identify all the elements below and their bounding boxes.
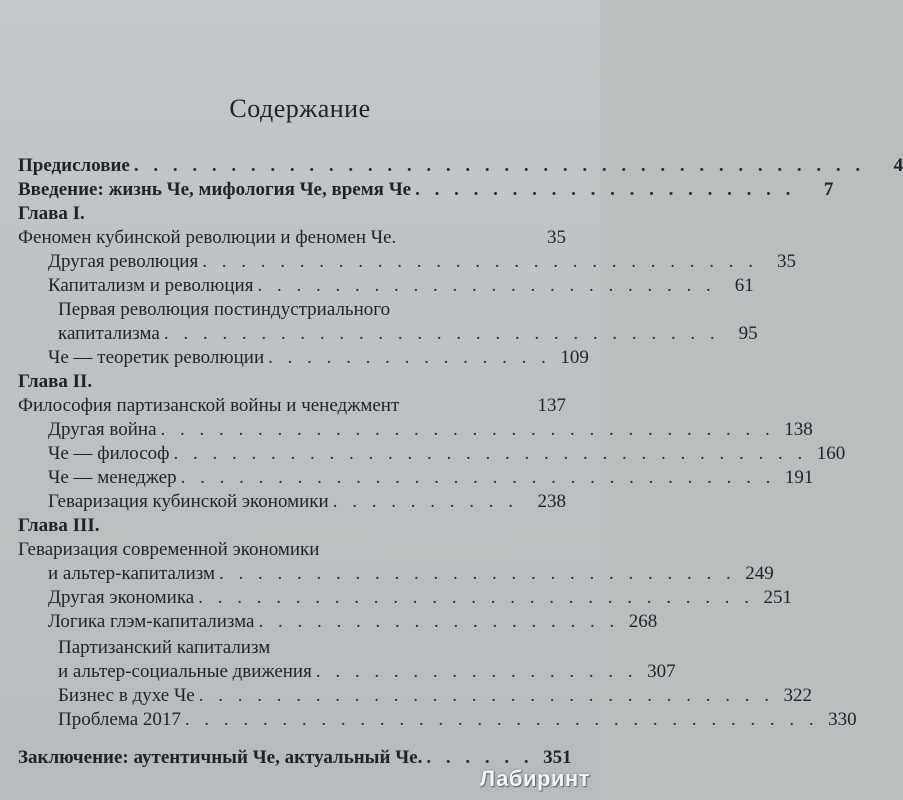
- dot-leader: . . . . . . . . . . . . . . . . . . . . . . . . . . . . . . .: [180, 467, 776, 488]
- toc-page-number: 35: [776, 251, 796, 272]
- toc-entry-label: Глава III.: [18, 515, 100, 536]
- toc-page-number: 330: [828, 709, 857, 730]
- toc-entry-label: Другая экономика: [48, 587, 195, 608]
- dot-leader: . . . . . . . . . . . . . . . . . . . .: [415, 179, 796, 200]
- toc-chapter-title: [18, 227, 566, 251]
- toc-chapter-title-continued: [18, 563, 774, 587]
- toc-entry-label: Проблема 2017: [58, 709, 181, 730]
- toc-chapter-heading: [18, 203, 566, 227]
- toc-page-number: 191: [784, 467, 814, 488]
- toc-entry-label: и альтер-капитализм: [48, 563, 216, 584]
- toc-chapter-title: [18, 539, 566, 563]
- toc-section: [18, 347, 589, 371]
- toc-entry-label: Глава I.: [18, 203, 85, 224]
- toc-page-number: 109: [560, 347, 589, 368]
- toc-section: [18, 443, 846, 467]
- toc-section: [18, 467, 814, 491]
- toc-page-number: 137: [537, 395, 566, 416]
- toc-section: [18, 685, 812, 709]
- toc-entry-label: Че — философ: [48, 443, 170, 464]
- toc-chapter-title: [18, 395, 566, 419]
- dot-leader: . . . . . . . . . . . . . . . . . . . . . . . . . . . . .: [202, 251, 758, 272]
- toc-page-number: 307: [647, 661, 676, 682]
- toc-entry-label: Другая война: [48, 419, 157, 440]
- toc-section: [18, 275, 754, 299]
- toc-page-number: 251: [763, 587, 792, 608]
- toc-page-number: 4: [893, 155, 903, 176]
- toc-page-number: 238: [537, 491, 566, 512]
- toc-entry-label: Че — теоретик революции: [48, 347, 265, 368]
- toc-page-number: 7: [823, 179, 834, 200]
- toc-entry-label: Философия партизанской войны и ченеджмент: [18, 395, 400, 416]
- toc-section: [18, 251, 796, 275]
- toc-page-number: 268: [628, 611, 658, 632]
- toc-entry-label: Предисловие: [18, 155, 130, 176]
- toc-page-number: 35: [547, 227, 566, 248]
- toc-page-number: 249: [745, 563, 774, 584]
- toc-entry-label: Другая революция: [48, 251, 199, 272]
- dot-leader: . . . . . . . . . . . . . . . . . . . . . . . . . . . . . .: [198, 685, 774, 706]
- toc-entry-label: Логика глэм-капитализма: [48, 611, 255, 632]
- page-title: Содержание: [229, 94, 371, 123]
- dot-leader: . . . . . .: [426, 747, 534, 768]
- toc-entry-label: Геваризация современной экономики: [18, 539, 320, 560]
- toc-section-continued: [18, 323, 758, 347]
- dot-leader: . . . . . . . . . . . . . . . . . . . . . . . . . . . . . . . . .: [184, 709, 819, 730]
- toc-entry-label: Феномен кубинской революции и феномен Че.: [18, 227, 397, 248]
- toc-chapter-heading: [18, 371, 566, 395]
- toc-entry-label: Первая революция постиндустриального: [58, 299, 391, 320]
- dot-leader: . . . . . . . . . . . . . . . . . . . . . . . . . . .: [219, 563, 736, 584]
- toc-page-number: 95: [738, 323, 758, 344]
- toc-section: [18, 299, 566, 323]
- toc-entry-label: Введение: жизнь Че, мифология Че, время Че: [18, 179, 412, 200]
- toc-section: [18, 637, 566, 661]
- toc-entry-introduction: [18, 179, 834, 203]
- toc-section: [18, 611, 658, 635]
- toc-chapter-heading: [18, 515, 566, 539]
- toc-section-continued: [18, 661, 676, 685]
- toc-entry-label: Глава II.: [18, 371, 93, 392]
- toc-section: [18, 419, 813, 443]
- store-watermark-logo: Лабиринт: [479, 766, 590, 791]
- toc-entry-label: Партизанский капитализм: [58, 637, 271, 658]
- dot-leader: . . . . . . . . . . . . . . . . .: [315, 661, 638, 682]
- toc-entry-label: Че — менеджер: [48, 467, 177, 488]
- toc-page-number: 351: [543, 747, 572, 768]
- toc-section: [18, 587, 792, 611]
- dot-leader: . . . . . . . . . .: [332, 491, 518, 512]
- dot-leader: . . . . . . . . . . . . . . . . . . . . . . . . . . . . . . . . .: [173, 443, 808, 464]
- toc-page-number: 160: [816, 443, 846, 464]
- toc-entry-label: Геваризация кубинской экономики: [48, 491, 329, 512]
- dot-leader: . . . . . . . . . . . . . . . . . . . . . . . . . . . . . . . .: [160, 419, 775, 440]
- toc-entry-label: и альтер-социальные движения: [58, 661, 312, 682]
- dot-leader: . . . . . . . . . . . . . . . . . . . . . . . . . . . . .: [198, 587, 754, 608]
- toc-entry-label: капитализма: [58, 323, 160, 344]
- toc-entry-preface: [18, 155, 903, 179]
- toc-entry-label: Заключение: аутентичный Че, актуальный Че.: [18, 747, 423, 768]
- toc-entry-label: Бизнес в духе Че: [58, 685, 195, 706]
- dot-leader: . . . . . . . . . . . . . . . . . . . . . . . .: [257, 275, 716, 296]
- toc-section: [18, 709, 857, 733]
- toc-page-number: 138: [784, 419, 813, 440]
- toc-entry-label: Капитализм и революция: [48, 275, 254, 296]
- toc-section: [18, 491, 566, 515]
- toc-page-number: 61: [734, 275, 754, 296]
- dot-leader: . . . . . . . . . . . . . . . . . . . . . . . . . . . . . . . . . . . . . .: [133, 155, 866, 176]
- toc-page-number: 322: [783, 685, 812, 706]
- dot-leader: . . . . . . . . . . . . . . .: [268, 347, 551, 368]
- dot-leader: . . . . . . . . . . . . . . . . . . . . . . . . . . . . .: [163, 323, 720, 344]
- dot-leader: . . . . . . . . . . . . . . . . . . .: [258, 611, 620, 632]
